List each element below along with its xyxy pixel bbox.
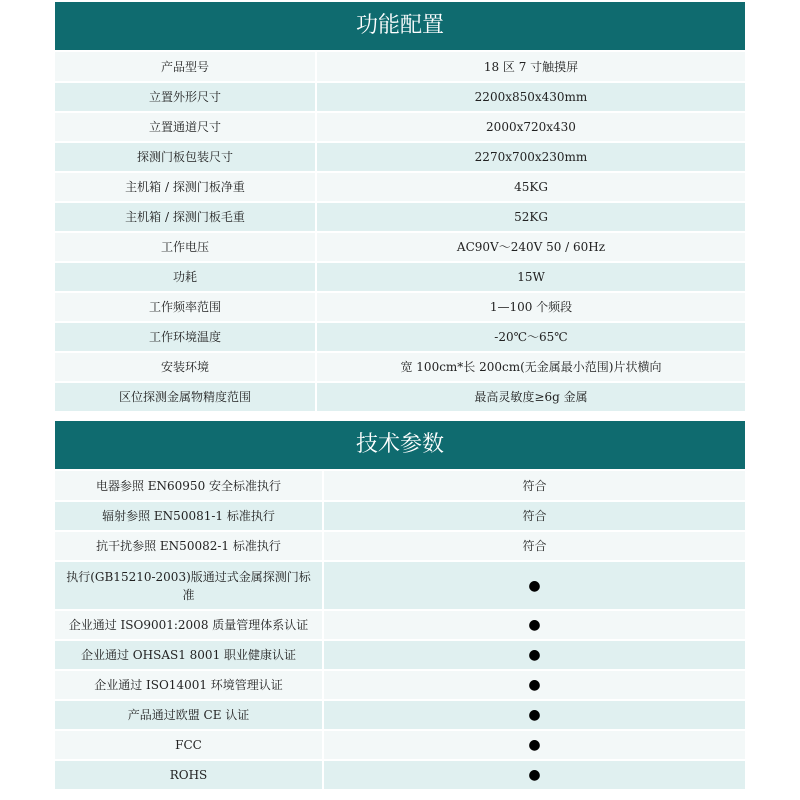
row-value: 15W <box>316 262 745 292</box>
row-value: 宽 100cm*长 200cm(无金属最小范围)片状横向 <box>316 352 745 382</box>
table-row <box>55 142 745 172</box>
table-row <box>55 232 745 262</box>
table-row <box>55 382 745 412</box>
table-row <box>55 531 745 561</box>
row-value: 2200x850x430mm <box>316 82 745 112</box>
row-label: 主机箱 / 探测门板净重 <box>55 172 316 202</box>
row-label: 探测门板包装尺寸 <box>55 142 316 172</box>
row-label: FCC <box>55 730 323 760</box>
table-row <box>55 322 745 352</box>
table-row <box>55 262 745 292</box>
row-value: 45KG <box>316 172 745 202</box>
row-value: 52KG <box>316 202 745 232</box>
row-value: 符合 <box>323 471 745 501</box>
table-row <box>55 610 745 640</box>
table-row <box>55 202 745 232</box>
row-label: 工作频率范围 <box>55 292 316 322</box>
table-row <box>55 172 745 202</box>
row-label: ROHS <box>55 760 323 790</box>
row-label: 辐射参照 EN50081-1 标准执行 <box>55 501 323 531</box>
row-value: ● <box>323 730 745 760</box>
row-label: 工作电压 <box>55 232 316 262</box>
table-row <box>55 561 745 610</box>
row-label: 立置通道尺寸 <box>55 112 316 142</box>
table-row <box>55 730 745 760</box>
row-value: ● <box>323 760 745 790</box>
row-label: 抗干扰参照 EN50082-1 标准执行 <box>55 531 323 561</box>
table-row <box>55 501 745 531</box>
row-value: 1—100 个频段 <box>316 292 745 322</box>
row-value: AC90V～240V 50 / 60Hz <box>316 232 745 262</box>
row-value: -20℃～65℃ <box>316 322 745 352</box>
row-value: ● <box>323 640 745 670</box>
row-label: 立置外形尺寸 <box>55 82 316 112</box>
row-value: 2270x700x230mm <box>316 142 745 172</box>
row-label: 主机箱 / 探测门板毛重 <box>55 202 316 232</box>
row-value: 最高灵敏度≥6g 金属 <box>316 382 745 412</box>
table-row <box>55 700 745 730</box>
table-row <box>55 670 745 700</box>
row-label: 安装环境 <box>55 352 316 382</box>
row-value: ● <box>323 700 745 730</box>
row-label: 工作环境温度 <box>55 322 316 352</box>
row-value: 2000x720x430 <box>316 112 745 142</box>
row-value: 18 区 7 寸触摸屏 <box>316 52 745 82</box>
table-row <box>55 82 745 112</box>
tech-section-title: 技术参数 <box>55 421 745 469</box>
row-label: 区位探测金属物精度范围 <box>55 382 316 412</box>
table-row <box>55 52 745 82</box>
table-row <box>55 112 745 142</box>
table-row <box>55 292 745 322</box>
table-row <box>55 760 745 790</box>
row-label: 产品型号 <box>55 52 316 82</box>
table-row <box>55 352 745 382</box>
row-label: 执行(GB15210-2003)版通过式金属探测门标准 <box>55 561 323 610</box>
row-label: 功耗 <box>55 262 316 292</box>
row-value: 符合 <box>323 501 745 531</box>
spec-table <box>55 52 745 413</box>
row-label: 产品通过欧盟 CE 认证 <box>55 700 323 730</box>
row-label: 企业通过 ISO9001:2008 质量管理体系认证 <box>55 610 323 640</box>
row-label: 企业通过 ISO14001 环境管理认证 <box>55 670 323 700</box>
table-row <box>55 640 745 670</box>
row-value: ● <box>323 561 745 610</box>
table-row <box>55 471 745 501</box>
row-label: 企业通过 OHSAS1 8001 职业健康认证 <box>55 640 323 670</box>
row-value: ● <box>323 610 745 640</box>
tech-table <box>55 471 745 791</box>
row-label: 电器参照 EN60950 安全标准执行 <box>55 471 323 501</box>
row-value: 符合 <box>323 531 745 561</box>
row-value: ● <box>323 670 745 700</box>
spec-section-title: 功能配置 <box>55 2 745 50</box>
